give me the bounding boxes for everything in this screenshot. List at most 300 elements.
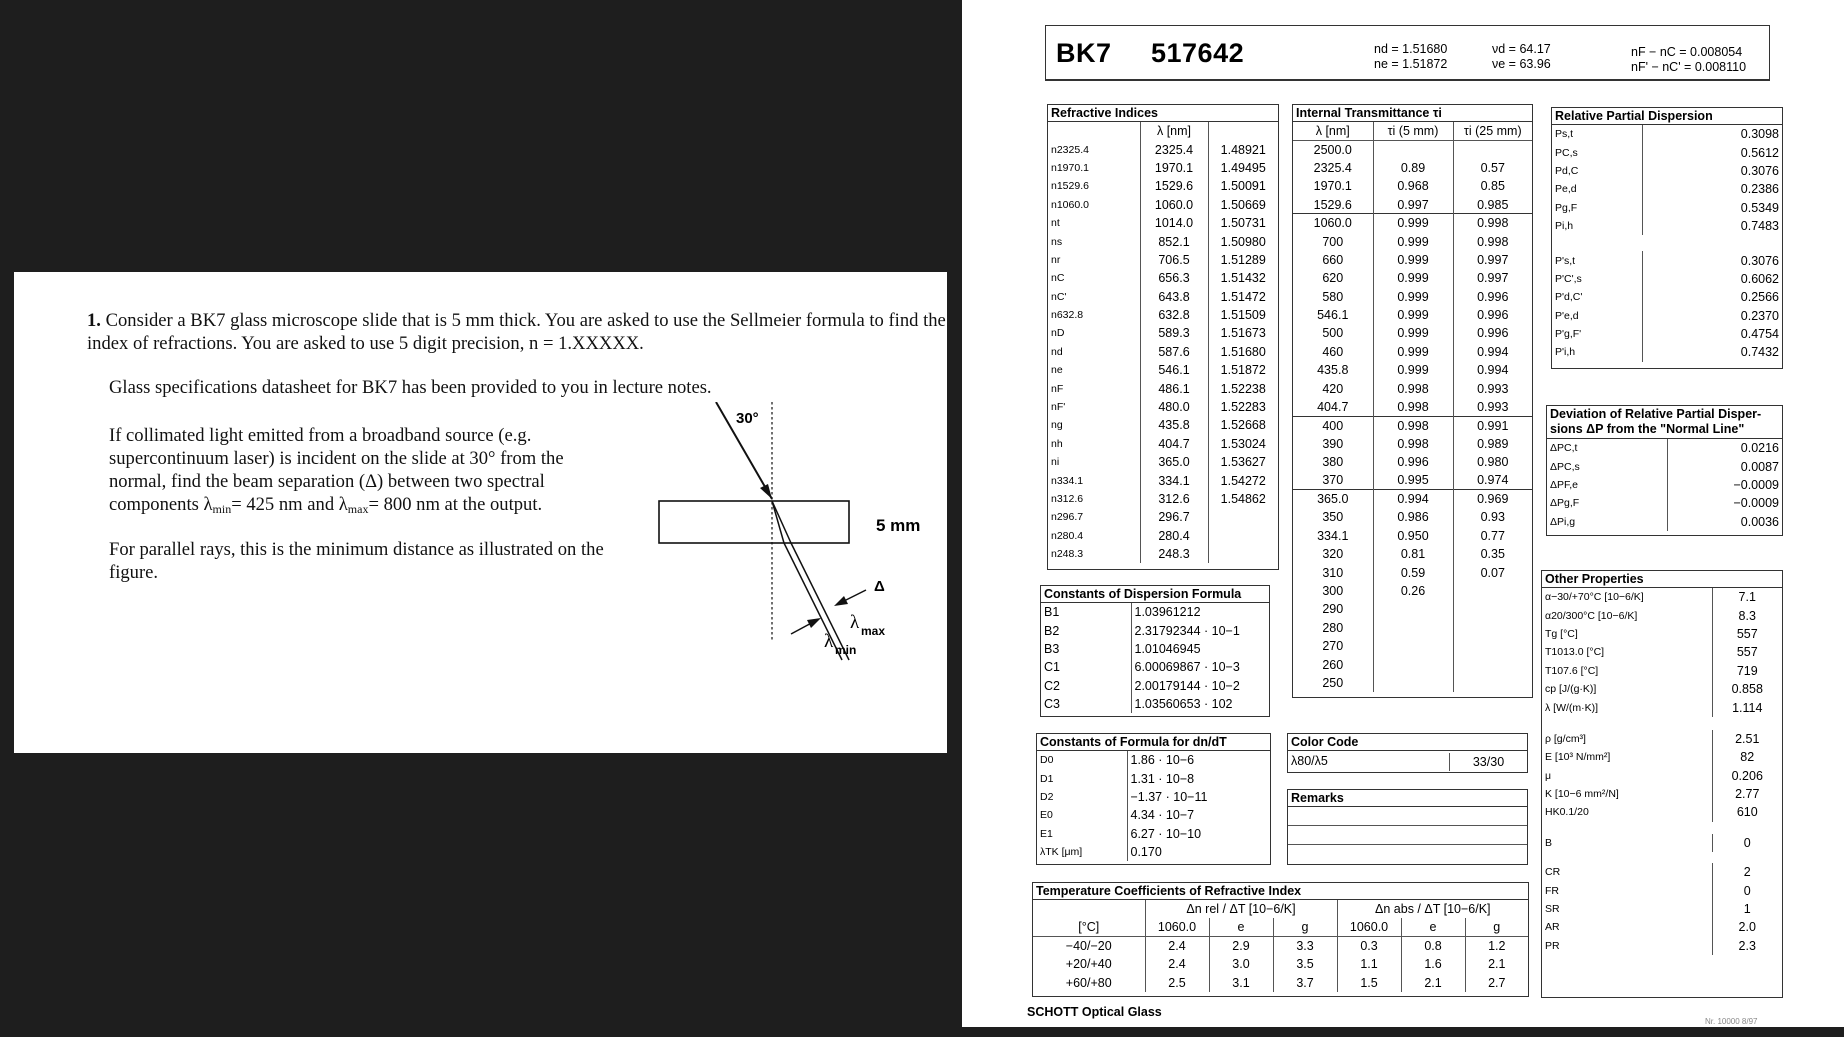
- table-cell: [1373, 140, 1453, 158]
- table-cell: 0.5612: [1740, 145, 1779, 160]
- table-cell: nF: [1048, 379, 1140, 397]
- table-cell: D1: [1037, 769, 1127, 787]
- table-cell: 1.86 · 10−6: [1130, 753, 1195, 768]
- deviation-grid: [1547, 439, 1782, 531]
- table-cell: ΔPg,F: [1547, 494, 1667, 512]
- refractive-indices-grid: [1048, 122, 1278, 563]
- table-cell: 2: [1743, 865, 1751, 880]
- table-cell: 1970.1: [1293, 177, 1373, 195]
- table-cell: 0.85: [1480, 179, 1505, 194]
- table-cell: 0.35: [1480, 547, 1505, 562]
- remarks-line: [1288, 807, 1527, 826]
- table-cell: 365.0: [1293, 490, 1373, 508]
- property-row: [1542, 937, 1782, 955]
- table-cell: 0.858: [1731, 682, 1763, 697]
- table-cell: [1453, 582, 1532, 600]
- glass-name: BK7: [1056, 38, 1112, 68]
- table-cell: 1.50091: [1220, 179, 1266, 194]
- vd-value: νd = 64.17: [1492, 42, 1551, 56]
- table-cell: 320: [1293, 545, 1373, 563]
- table-cell: SR: [1542, 900, 1712, 918]
- transmittance-row: [1293, 140, 1532, 158]
- table-cell: 0.950: [1373, 527, 1453, 545]
- table-cell: λTK [μm]: [1037, 843, 1127, 861]
- subscript: min: [212, 502, 232, 516]
- refractive-index-row: [1048, 214, 1278, 232]
- table-cell: 0: [1743, 883, 1751, 898]
- transmittance-row: [1293, 177, 1532, 195]
- table-cell: 2.51: [1735, 731, 1760, 746]
- table-cell: nC': [1048, 288, 1140, 306]
- text-fragment: components λ: [109, 494, 213, 515]
- table-cell: 6.27 · 10−10: [1130, 826, 1202, 841]
- table-cell: 0.4754: [1740, 327, 1779, 342]
- table-cell: 3.5: [1273, 955, 1337, 973]
- property-row: [1542, 785, 1782, 803]
- table-cell: 390: [1293, 435, 1373, 453]
- question-text: Consider a BK7 glass microscope slide that is 5 mm thick. You are asked to use the Sellmeier formula to find the index of refractions. You are asked to use 5 digit precision, n = 1.XXXXX.: [87, 310, 946, 354]
- table-cell: [1453, 674, 1532, 692]
- other-properties-grid-4: [1542, 863, 1782, 955]
- table-cell: 0.93: [1480, 510, 1505, 525]
- refractive-index-row: [1048, 140, 1278, 158]
- relative-dispersion-row: [1552, 199, 1782, 217]
- table-cell: 1.51432: [1220, 271, 1266, 286]
- transmittance-row: [1293, 398, 1532, 416]
- table-cell: 0.995: [1373, 471, 1453, 489]
- datasheet-footer: SCHOTT Optical Glass: [1027, 1005, 1162, 1019]
- principal-dispersion-prime: nF' − nC' = 0.008110: [1631, 60, 1747, 74]
- table-cell: n296.7: [1048, 508, 1140, 526]
- transmittance-row: [1293, 545, 1532, 563]
- refractive-index-row: [1048, 269, 1278, 287]
- table-cell: P'C',s: [1552, 270, 1642, 288]
- refractive-index-row: [1048, 343, 1278, 361]
- remarks-title: Remarks: [1288, 790, 1527, 807]
- table-cell: nh: [1048, 435, 1140, 453]
- table-cell: [1453, 637, 1532, 655]
- table-cell: E1: [1037, 825, 1127, 843]
- property-row: [1542, 803, 1782, 821]
- table-cell: nD: [1048, 324, 1140, 342]
- transmittance-row: [1293, 159, 1532, 177]
- table-cell: C1: [1041, 658, 1131, 676]
- table-cell: 3.0: [1209, 955, 1273, 973]
- temperature-coefficient-row: [1033, 955, 1528, 973]
- table-cell: 2325.4: [1293, 159, 1373, 177]
- table-cell: CR: [1542, 863, 1712, 881]
- table-cell: −0.0009: [1733, 477, 1779, 492]
- table-cell: P'e,d: [1552, 307, 1642, 325]
- table-cell: 0.3076: [1740, 253, 1779, 268]
- relative-dispersion-row: [1552, 325, 1782, 343]
- sellmeier-constant-row: [1041, 677, 1269, 695]
- table-cell: Pe,d: [1552, 180, 1642, 198]
- table-cell: 0.998: [1373, 379, 1453, 397]
- table-cell: 82: [1740, 750, 1755, 765]
- table-cell: nF': [1048, 398, 1140, 416]
- lambda-max-label: λ: [850, 612, 860, 633]
- table-cell: 1.51680: [1220, 344, 1266, 359]
- bottom-dark-bar: [962, 1027, 1844, 1037]
- table-cell: 350: [1293, 508, 1373, 526]
- problem-statement: [14, 272, 947, 753]
- table-cell: Ps,t: [1552, 125, 1642, 143]
- table-cell: 1.48921: [1220, 142, 1266, 157]
- table-cell: 557: [1736, 626, 1758, 641]
- color-code-label: λ80/λ5: [1291, 754, 1328, 768]
- table-cell: [1208, 545, 1278, 563]
- table-cell: 1.03961212: [1134, 605, 1201, 620]
- table-cell: +20/+40: [1033, 955, 1145, 973]
- table-cell: 1970.1: [1140, 159, 1208, 177]
- transmittance-table: [1292, 104, 1533, 698]
- table-cell: ΔPF,e: [1547, 476, 1667, 494]
- principal-dispersion: nF − nC = 0.008054: [1631, 45, 1743, 59]
- table-cell: 0.993: [1477, 381, 1509, 396]
- table-cell: 8.3: [1738, 608, 1756, 623]
- transmittance-row: [1293, 288, 1532, 306]
- table-cell: 0.7483: [1740, 219, 1779, 234]
- refractive-index-row: [1048, 435, 1278, 453]
- table-cell: P'g,F': [1552, 325, 1642, 343]
- table-cell: 0.996: [1477, 308, 1509, 323]
- relative-dispersion-row: [1552, 288, 1782, 306]
- transmittance-row: [1293, 655, 1532, 673]
- lambda-max-subscript: max: [861, 624, 886, 638]
- ne-value: ne = 1.51872: [1374, 57, 1448, 71]
- table-cell: 0.994: [1373, 490, 1453, 508]
- table-cell: ΔPC,s: [1547, 457, 1667, 475]
- table-cell: 1.53024: [1220, 436, 1266, 451]
- table-cell: cp [J/(g·K)]: [1542, 680, 1712, 698]
- dndt-constants-table: [1036, 733, 1271, 865]
- table-cell: 0.999: [1373, 306, 1453, 324]
- refractive-indices-table: [1047, 104, 1279, 570]
- table-cell: n1970.1: [1048, 159, 1140, 177]
- property-row: [1542, 625, 1782, 643]
- temperature-coefficients-title: Temperature Coefficients of Refractive Index: [1033, 883, 1528, 900]
- dndt-constant-row: [1037, 806, 1270, 824]
- table-cell: Tg [°C]: [1542, 625, 1712, 643]
- table-cell: 610: [1736, 805, 1758, 820]
- relative-dispersion-row: [1552, 162, 1782, 180]
- table-cell: 2.3: [1738, 938, 1756, 953]
- deviation-row: [1547, 457, 1782, 475]
- wavelength-column-header: e: [1401, 918, 1465, 936]
- transmittance-row: [1293, 527, 1532, 545]
- table-cell: +60/+80: [1033, 974, 1145, 992]
- deviation-row: [1547, 494, 1782, 512]
- refractive-index-row: [1048, 361, 1278, 379]
- table-cell: 2.0: [1738, 920, 1756, 935]
- table-cell: 0.81: [1373, 545, 1453, 563]
- refractive-index-row: [1048, 177, 1278, 195]
- other-properties-table: [1541, 570, 1783, 998]
- lambda-min-label: λ: [824, 631, 834, 652]
- table-cell: nr: [1048, 251, 1140, 269]
- table-cell: [1373, 600, 1453, 618]
- deviation-title-line-2: sions ΔP from the "Normal Line": [1550, 422, 1745, 436]
- refraction-diagram: [654, 402, 944, 747]
- table-cell: 1.31 · 10−8: [1130, 771, 1195, 786]
- relative-dispersion-grid-1: [1552, 125, 1782, 235]
- table-cell: 0.999: [1373, 361, 1453, 379]
- angle-label: 30°: [736, 410, 759, 427]
- wavelength-column-header: e: [1209, 918, 1273, 936]
- table-cell: 0.77: [1480, 528, 1505, 543]
- table-cell: 2500.0: [1293, 140, 1373, 158]
- table-cell: n312.6: [1048, 490, 1140, 508]
- color-code-title: Color Code: [1288, 734, 1527, 751]
- relative-dispersion-row: [1552, 251, 1782, 269]
- table-cell: 2.00179144 · 10−2: [1134, 678, 1240, 693]
- table-cell: 500: [1293, 324, 1373, 342]
- table-cell: [1373, 655, 1453, 673]
- abs-coefficient-header: Δn abs / ΔT [10−6/K]: [1375, 902, 1491, 917]
- table-cell: 0.8: [1401, 937, 1465, 955]
- table-cell: ne: [1048, 361, 1140, 379]
- table-cell: 0.998: [1373, 398, 1453, 416]
- table-cell: [1373, 674, 1453, 692]
- table-cell: 0.999: [1373, 269, 1453, 287]
- table-cell: 1.1: [1337, 955, 1401, 973]
- table-cell: P'i,h: [1552, 343, 1642, 361]
- table-cell: 312.6: [1140, 490, 1208, 508]
- table-cell: [1453, 140, 1532, 158]
- table-cell: 1014.0: [1140, 214, 1208, 232]
- table-cell: 2.4: [1145, 955, 1209, 973]
- glass-code: 517642: [1151, 38, 1245, 68]
- table-cell: 1.52283: [1220, 400, 1266, 415]
- paragraph-4-line-1: For parallel rays, this is the minimum distance as illustrated on the: [109, 539, 604, 560]
- refractive-index-row: [1048, 490, 1278, 508]
- table-cell: 2.4: [1145, 937, 1209, 955]
- table-cell: 0.999: [1373, 343, 1453, 361]
- table-cell: 7.1: [1738, 590, 1756, 605]
- color-code-value: 33/30: [1449, 753, 1527, 771]
- table-cell: 0.997: [1477, 271, 1509, 286]
- table-cell: K [10−6 mm²/N]: [1542, 785, 1712, 803]
- table-cell: 0.59: [1373, 563, 1453, 581]
- table-cell: 0.07: [1480, 565, 1505, 580]
- property-row: [1542, 680, 1782, 698]
- remarks-box: [1287, 789, 1528, 865]
- refractive-index-row: [1048, 416, 1278, 434]
- text-fragment: = 800 nm at the output.: [368, 494, 543, 515]
- refractive-index-row: [1048, 324, 1278, 342]
- temperature-column-header-row: [1033, 918, 1528, 936]
- table-cell: 420: [1293, 379, 1373, 397]
- refractive-index-row: [1048, 453, 1278, 471]
- refractive-index-row: [1048, 251, 1278, 269]
- table-cell: B1: [1041, 603, 1131, 621]
- table-cell: Pi,h: [1552, 217, 1642, 235]
- dndt-constants-grid: [1037, 751, 1270, 861]
- table-cell: 1.51472: [1220, 289, 1266, 304]
- table-cell: 0.57: [1480, 160, 1505, 175]
- transmittance-row: [1293, 306, 1532, 324]
- dndt-constant-row: [1037, 843, 1270, 861]
- table-cell: 3.1: [1209, 974, 1273, 992]
- problem-paragraph-2: Glass specifications datasheet for BK7 has been provided to you in lecture notes.: [109, 377, 712, 398]
- problem-paragraph-4: [109, 538, 669, 584]
- table-cell: 404.7: [1140, 435, 1208, 453]
- table-cell: 1060.0: [1293, 214, 1373, 232]
- table-cell: 270: [1293, 637, 1373, 655]
- table-cell: 3.7: [1273, 974, 1337, 992]
- table-cell: 486.1: [1140, 379, 1208, 397]
- problem-paragraph-1: [87, 309, 947, 355]
- property-row: [1542, 606, 1782, 624]
- table-cell: 2.77: [1735, 787, 1760, 802]
- refractive-index-row: [1048, 159, 1278, 177]
- other-properties-grid-3: [1542, 834, 1782, 852]
- table-cell: D2: [1037, 788, 1127, 806]
- datasheet-footer-code: Nr. 10000 8/97: [1705, 1017, 1758, 1026]
- property-row: [1542, 900, 1782, 918]
- refractive-index-row: [1048, 471, 1278, 489]
- table-cell: 0.998: [1373, 416, 1453, 434]
- relative-partial-dispersion-table: [1551, 107, 1783, 369]
- table-cell: [1373, 637, 1453, 655]
- table-cell: 0.994: [1477, 344, 1509, 359]
- table-cell: 0.26: [1373, 582, 1453, 600]
- dispersion-constants-table: [1040, 585, 1270, 717]
- table-cell: 643.8: [1140, 288, 1208, 306]
- transmittance-row: [1293, 232, 1532, 250]
- temperature-range-header: [°C]: [1033, 918, 1145, 936]
- table-cell: 1.52238: [1220, 381, 1266, 396]
- table-cell: 0.993: [1477, 399, 1509, 414]
- table-cell: 580: [1293, 288, 1373, 306]
- property-row: [1542, 918, 1782, 936]
- table-cell: C3: [1041, 695, 1131, 713]
- property-row: [1542, 748, 1782, 766]
- table-cell: 1.2: [1488, 939, 1506, 954]
- table-cell: 0.996: [1477, 326, 1509, 341]
- table-cell: 1.5: [1337, 974, 1401, 992]
- table-cell: 2.31792344 · 10−1: [1134, 623, 1240, 638]
- refractive-indices-title: Refractive Indices: [1048, 105, 1278, 122]
- table-cell: 280: [1293, 619, 1373, 637]
- dispersion-constants-grid: [1041, 603, 1269, 713]
- table-cell: ΔPi,g: [1547, 513, 1667, 531]
- table-cell: n280.4: [1048, 527, 1140, 545]
- property-row: [1542, 834, 1782, 852]
- table-cell: 2.5: [1145, 974, 1209, 992]
- dndt-constant-row: [1037, 788, 1270, 806]
- other-properties-grid-2: [1542, 730, 1782, 822]
- temperature-coefficient-row: [1033, 937, 1528, 955]
- transmittance-row: [1293, 343, 1532, 361]
- table-cell: T1013.0 [°C]: [1542, 643, 1712, 661]
- transmittance-row: [1293, 582, 1532, 600]
- property-row: [1542, 863, 1782, 881]
- table-cell: 0.994: [1477, 363, 1509, 378]
- table-cell: n2325.4: [1048, 140, 1140, 158]
- relative-dispersion-row: [1552, 143, 1782, 161]
- paragraph-4-line-2: figure.: [109, 562, 159, 583]
- table-cell: 1.50669: [1220, 197, 1266, 212]
- table-cell: 0.989: [1477, 436, 1509, 451]
- table-cell: 0.3: [1337, 937, 1401, 955]
- table-cell: nt: [1048, 214, 1140, 232]
- table-cell: 589.3: [1140, 324, 1208, 342]
- table-cell: 706.5: [1140, 251, 1208, 269]
- paragraph-3-line-2: supercontinuum laser) is incident on the slide at 30° from the: [109, 448, 564, 469]
- table-cell: 0.969: [1453, 490, 1532, 508]
- table-cell: 0.968: [1373, 177, 1453, 195]
- table-cell: 0.985: [1477, 197, 1509, 212]
- delta-arrowhead-bottom: [807, 618, 821, 628]
- table-cell: 334.1: [1293, 527, 1373, 545]
- temperature-coefficient-row: [1033, 974, 1528, 992]
- paragraph-3-line-1: If collimated light emitted from a broadband source (e.g.: [109, 425, 532, 446]
- table-cell: 0.998: [1477, 234, 1509, 249]
- transmittance-row: [1293, 324, 1532, 342]
- table-cell: PC,s: [1552, 143, 1642, 161]
- table-cell: 4.34 · 10−7: [1130, 808, 1195, 823]
- table-cell: 587.6: [1140, 343, 1208, 361]
- dndt-constant-row: [1037, 769, 1270, 787]
- table-cell: 1.54272: [1220, 473, 1266, 488]
- other-properties-title: Other Properties: [1542, 571, 1782, 588]
- table-cell: HK0.1/20: [1542, 803, 1712, 821]
- temperature-coefficients-table: [1032, 882, 1529, 997]
- table-cell: 0.6062: [1740, 271, 1779, 286]
- wavelength-column-header: 1060.0: [1145, 918, 1209, 936]
- table-cell: 290: [1293, 600, 1373, 618]
- table-cell: ρ [g/cm³]: [1542, 730, 1712, 748]
- table-cell: μ: [1542, 767, 1712, 785]
- table-cell: 0.7432: [1740, 345, 1779, 360]
- table-cell: 460: [1293, 343, 1373, 361]
- table-cell: 310: [1293, 563, 1373, 581]
- deviation-row: [1547, 476, 1782, 494]
- transmittance-row: [1293, 251, 1532, 269]
- table-cell: 400: [1293, 416, 1373, 434]
- transmittance-row: [1293, 214, 1532, 232]
- table-cell: D0: [1037, 751, 1127, 769]
- table-cell: 6.00069867 · 10−3: [1134, 660, 1240, 675]
- table-cell: FR: [1542, 881, 1712, 899]
- refractive-index-row: [1048, 306, 1278, 324]
- table-cell: 0.0036: [1740, 514, 1779, 529]
- tr-lambda-header: λ [nm]: [1293, 122, 1373, 140]
- table-cell: 2.9: [1209, 937, 1273, 955]
- table-cell: 248.3: [1140, 545, 1208, 563]
- property-row: [1542, 767, 1782, 785]
- refractive-index-row: [1048, 545, 1278, 563]
- dndt-constant-row: [1037, 751, 1270, 769]
- table-cell: 250: [1293, 674, 1373, 692]
- table-cell: 334.1: [1140, 471, 1208, 489]
- transmittance-row: [1293, 619, 1532, 637]
- relative-dispersion-row: [1552, 125, 1782, 143]
- transmittance-row: [1293, 490, 1532, 508]
- table-cell: 1.51509: [1220, 308, 1266, 323]
- transmittance-row: [1293, 453, 1532, 471]
- table-cell: 1.53627: [1220, 455, 1266, 470]
- sellmeier-constant-row: [1041, 640, 1269, 658]
- table-cell: α−30/+70°C [10−6/K]: [1542, 588, 1712, 606]
- table-cell: 1.50731: [1220, 216, 1266, 231]
- table-cell: 1060.0: [1140, 196, 1208, 214]
- table-cell: 0.89: [1373, 159, 1453, 177]
- exit-ray-min: [784, 543, 842, 660]
- table-cell: 260: [1293, 655, 1373, 673]
